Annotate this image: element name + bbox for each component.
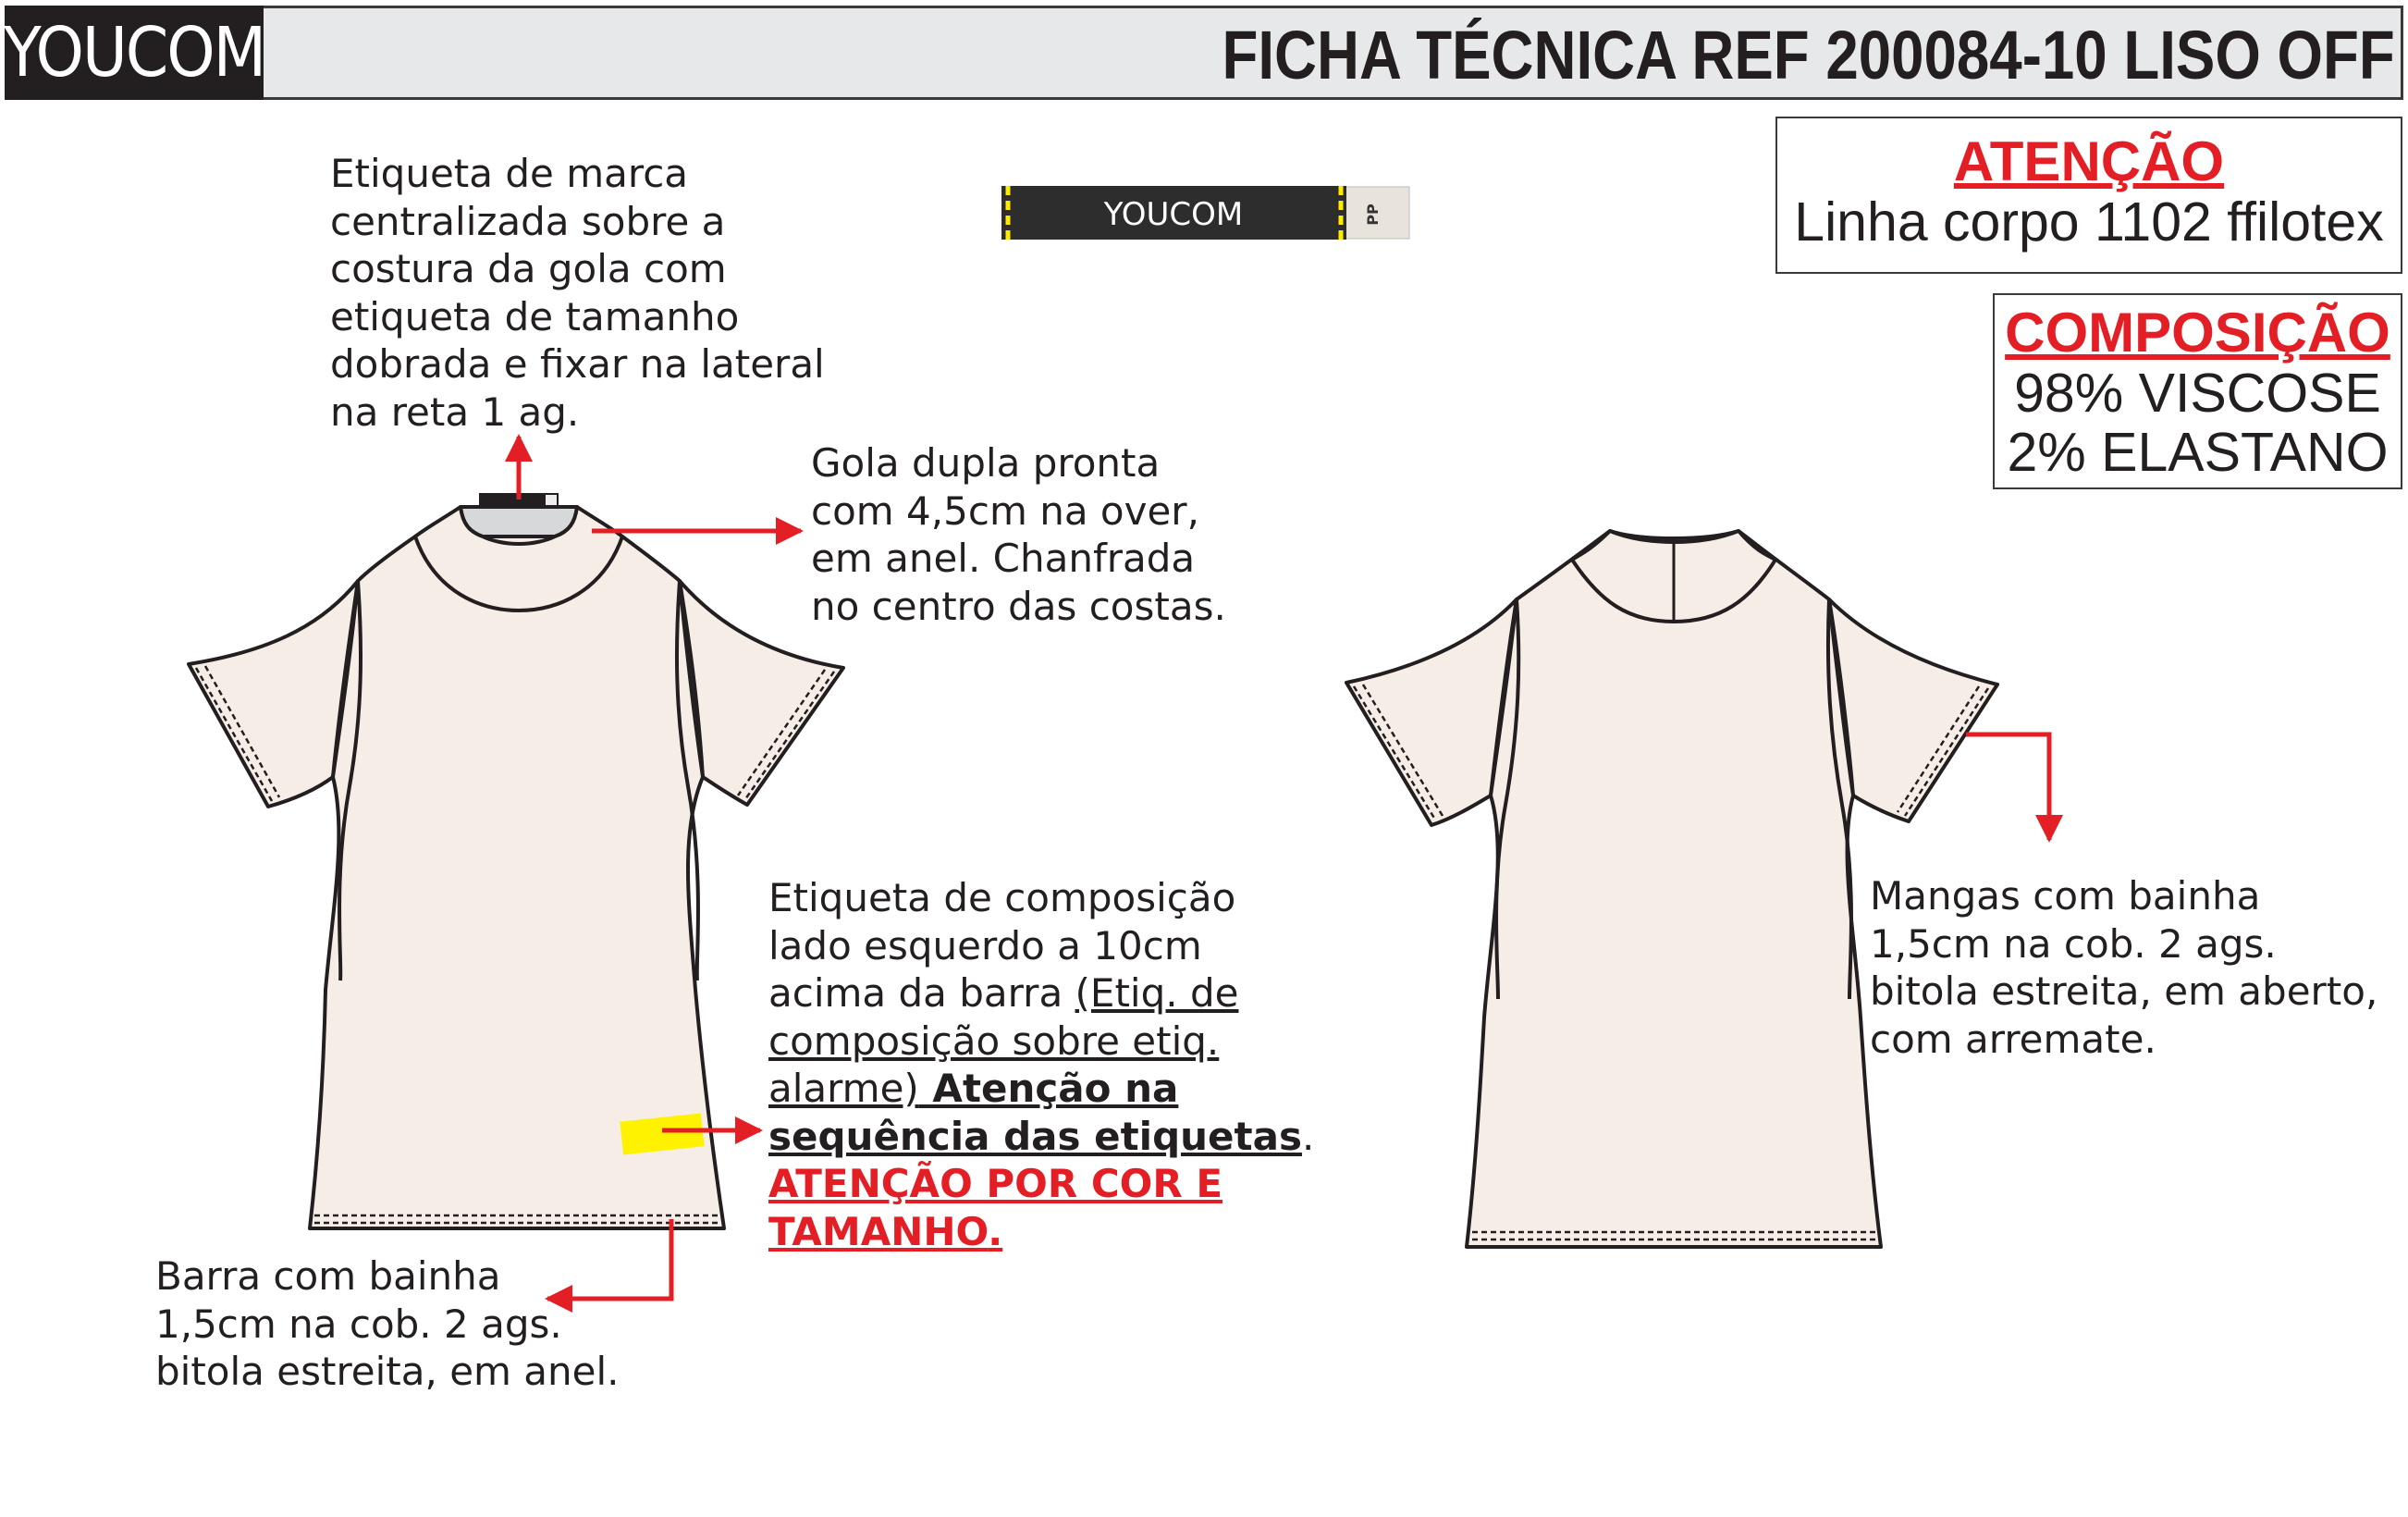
back-body (1467, 531, 1881, 1247)
composition-line: 98% VISCOSE (2014, 363, 2381, 424)
brand-logo: YOUCOM (5, 6, 264, 100)
composition-label-note: Etiqueta de composição lado esquerdo a 10cm acima da barra (Etiq. de composição sobre etiq. alarme) Atenção na sequência das etiquetas. ATENÇÃO POR COR E TAMANHO. (768, 875, 1315, 1254)
label-size-text: PP (1364, 204, 1382, 226)
attention-title: ATENÇÃO (1953, 130, 2225, 192)
brand-label-note: Etiqueta de marca centralizada sobre a costura da gola com etiqueta de tamanho dobrada e fixar na lateral na reta 1 ag. (330, 151, 825, 435)
sleeves-note: Mangas com bainha 1,5cm na cob. 2 ags. bitola estreita, em aberto, com arremate. (1870, 873, 2378, 1062)
front-neck-inner (461, 507, 577, 536)
hem-note: Barra com bainha 1,5cm na cob. 2 ags. bitola estreita, em anel. (155, 1253, 620, 1394)
thread-spec: Linha corpo 1102 ffilotex (1794, 191, 2384, 253)
sheet-title: FICHA TÉCNICA REF 200084-10 LISO OFF (1222, 16, 2395, 93)
arrow-sleeve (1966, 734, 2049, 840)
label-brand-text: YOUCOM (1103, 196, 1244, 233)
brand-label-illustration (1001, 186, 1409, 242)
front-view (189, 507, 843, 1228)
collar-note: Gola dupla pronta com 4,5cm na over, em anel. Chanfrada no centro das costas. (811, 440, 1226, 629)
composition-title: COMPOSIÇÃO (2005, 302, 2390, 364)
composition-line: 2% ELASTANO (2007, 422, 2389, 483)
